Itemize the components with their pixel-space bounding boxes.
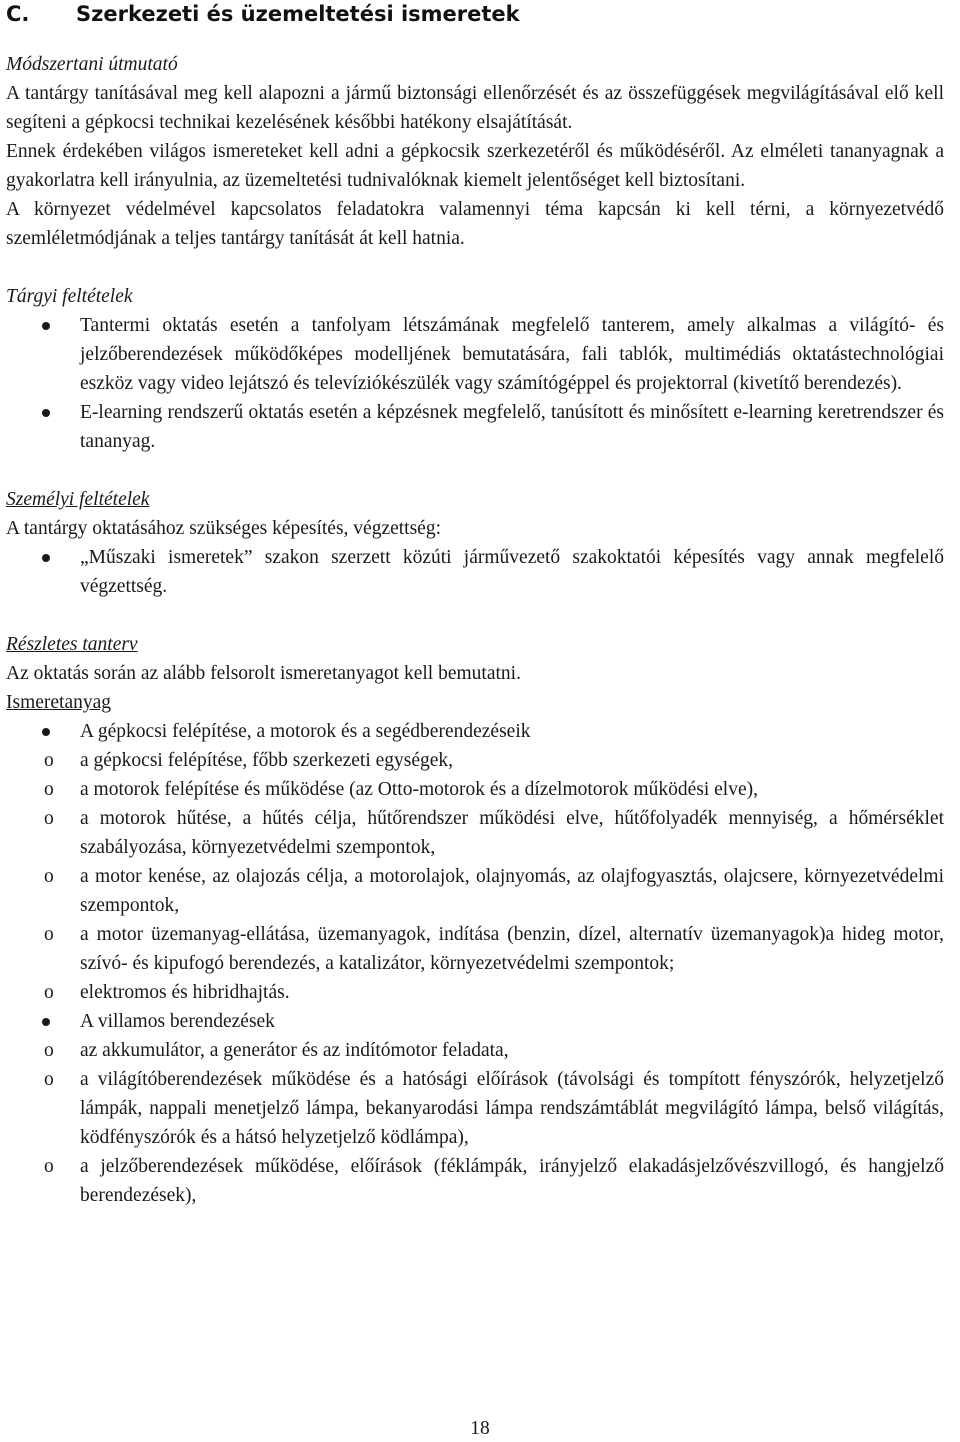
circle-bullet-icon: o <box>44 866 54 887</box>
circle-bullet-icon: o <box>44 1040 54 1061</box>
sub-item <box>6 746 944 775</box>
material-item-text: E-learning rendszerű oktatás esetén a képzésnek megfelelő, tanúsított és minősített e-learning keretrendszer és tananyag. <box>80 402 944 452</box>
circle-bullet-icon: o <box>44 779 54 800</box>
topic-item <box>6 1007 944 1036</box>
material-item <box>6 398 944 456</box>
sub-item-text: a jelzőberendezések működése, előírások (féklámpák, irányjelző elakadásjelzővészvillogó, és hangjelző berendezések), <box>80 1156 944 1206</box>
bullet-icon <box>42 728 50 736</box>
sub-item-text: a motor üzemanyag-ellátása, üzemanyagok, indítása (benzin, dízel, alternatív üzemanyagok)a hideg motor, szívó- és kipufogó berendezés, a katalizátor, környezetvédelmi szempontok; <box>80 924 944 974</box>
sub-item <box>6 1152 944 1210</box>
sub-item-text: a gépkocsi felépítése, főbb szerkezeti egységek, <box>80 750 454 771</box>
sub-item <box>6 920 944 978</box>
section-title-text: Szerkezeti és üzemeltetési ismeretek <box>76 2 520 26</box>
personal-intro: A tantárgy oktatásához szükséges képesítés, végzettség: <box>6 518 442 539</box>
sub-item-text: elektromos és hibridhajtás. <box>80 982 290 1003</box>
sub-item <box>6 1065 944 1152</box>
material-item <box>6 311 944 398</box>
material-heading: Tárgyi feltételek <box>6 286 133 307</box>
method-paragraph-2: Ennek érdekében világos ismereteket kell adni a gépkocsik szerkezetéről és működéséről. Az elméleti tananyagnak a gyakorlatra kell irányulnia, az üzemeltetési tudnivalóknak kiemelt jelentőséget kell biztosítani. <box>6 141 944 191</box>
page-number: 18 <box>470 1418 490 1439</box>
method-paragraph-3: A környezet védelmével kapcsolatos feladatokra valamennyi téma kapcsán ki kell térni, a környezetvédő szemléletmódjának a teljes tantárgy tanítását át kell hatnia. <box>6 199 944 249</box>
circle-bullet-icon: o <box>44 1156 54 1177</box>
topic-list <box>6 717 944 746</box>
method-heading: Módszertani útmutató <box>6 54 178 75</box>
bullet-icon <box>42 1018 50 1026</box>
sub-item <box>6 862 944 920</box>
personal-item-text: „Műszaki ismeretek” szakon szerzett közúti járművezető szakoktatói képesítés vagy annak megfelelő végzettség. <box>80 547 944 597</box>
circle-bullet-icon: o <box>44 924 54 945</box>
personal-list <box>6 543 944 601</box>
topic-sublist <box>6 746 944 1007</box>
topic-item <box>6 717 944 746</box>
sub-item <box>6 978 944 1007</box>
sub-item <box>6 775 944 804</box>
material-item-text: Tantermi oktatás esetén a tanfolyam létszámának megfelelő tanterem, amely alkalmas a világító- és jelzőberendezések működőképes modelljének bemutatására, fali tablók, multimédiás oktatástechnológiai eszköz vagy video lejátszó és televíziókészülék vagy számítógéppel és projektorral (kivetítő berendezés). <box>80 315 944 394</box>
topic-title: A gépkocsi felépítése, a motorok és a segédberendezéseik <box>80 721 531 742</box>
bullet-icon <box>42 554 50 562</box>
sub-item-text: a motorok felépítése és működése (az Otto-motorok és a dízelmotorok működési elve), <box>80 779 758 800</box>
circle-bullet-icon: o <box>44 982 54 1003</box>
circle-bullet-icon: o <box>44 808 54 829</box>
topic-sublist <box>6 1036 944 1210</box>
curriculum-intro: Az oktatás során az alább felsorolt ismeretanyagot kell bemutatni. <box>6 663 521 684</box>
sub-item-text: a világítóberendezések működése és a hatósági előírások (távolsági és tompított fényszórók, helyzetjelző lámpák, nappali menetjelző lámpa, bekanyarodási lámpa rendszámtáblát megvilágító lámpa, belső világítás, ködfényszórók és a hátsó helyzetjelző ködlámpa), <box>80 1069 944 1148</box>
method-paragraph-1: A tantárgy tanításával meg kell alapozni a jármű biztonsági ellenőrzését és az összefüggések megvilágításával elő kell segíteni a gépkocsi technikai kezelésének későbbi hatékony elsajátítását. <box>6 83 944 133</box>
sub-item <box>6 1036 944 1065</box>
bullet-icon <box>42 409 50 417</box>
curriculum-heading: Részletes tanterv <box>6 634 138 655</box>
circle-bullet-icon: o <box>44 1069 54 1090</box>
section-letter: C. <box>6 2 30 26</box>
bullet-icon <box>42 322 50 330</box>
sub-item-text: a motorok hűtése, a hűtés célja, hűtőrendszer működési elve, hűtőfolyadék mennyiség, a hőmérséklet szabályozása, környezetvédelmi szempontok, <box>80 808 944 858</box>
personal-item <box>6 543 944 601</box>
section-title <box>6 0 944 28</box>
sub-item <box>6 804 944 862</box>
circle-bullet-icon: o <box>44 750 54 771</box>
sub-item-text: a motor kenése, az olajozás célja, a motorolajok, olajnyomás, az olajfogyasztás, olajcsere, környezetvédelmi szempontok, <box>80 866 944 916</box>
personal-heading: Személyi feltételek <box>6 489 150 510</box>
material-list <box>6 311 944 456</box>
content-heading: Ismeretanyag <box>6 692 112 713</box>
topic-list <box>6 1007 944 1036</box>
topic-title: A villamos berendezések <box>80 1011 275 1032</box>
document-page <box>6 0 944 1210</box>
sub-item-text: az akkumulátor, a generátor és az indítómotor feladata, <box>80 1040 509 1061</box>
